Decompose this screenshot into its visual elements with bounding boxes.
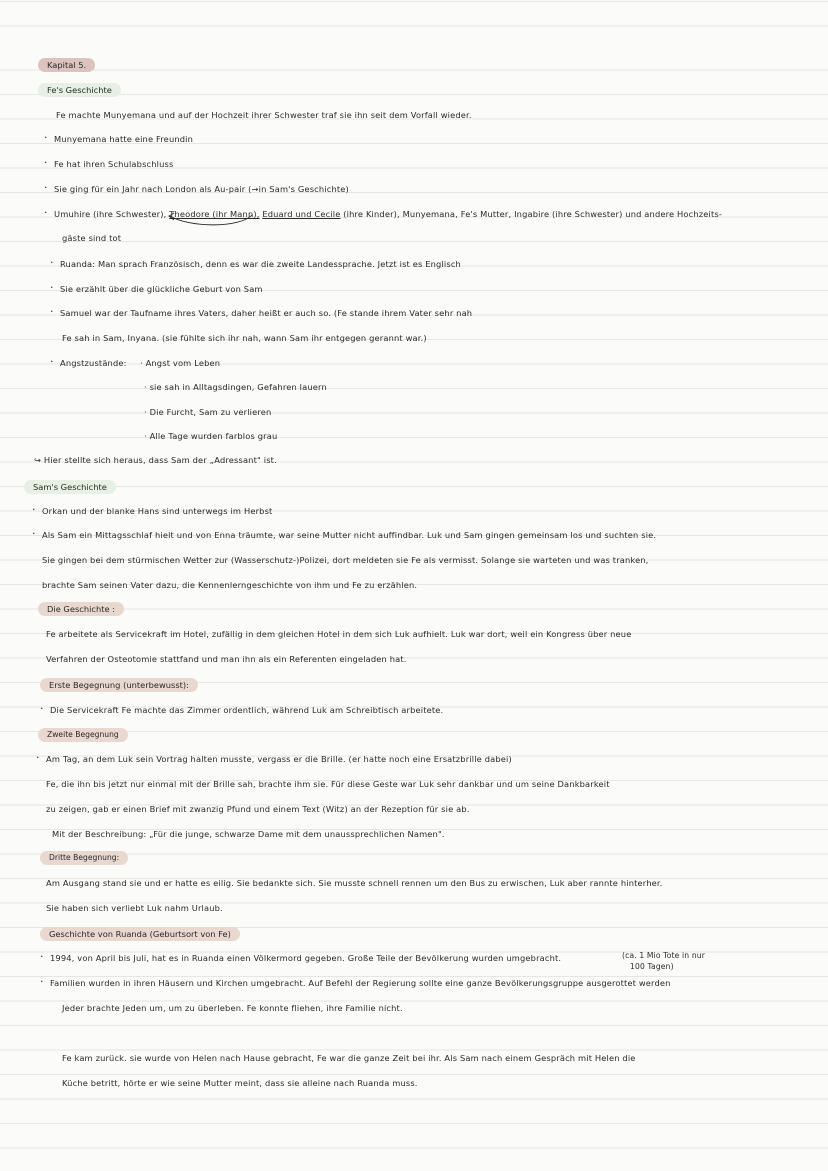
story-paragraph-2: Verfahren der Osteotomie stattfand und man ihn als ein Referenten eingeladen hat.	[46, 654, 407, 664]
sam-paragraph-3: brachte Sam seinen Vater dazu, die Kennenlerngeschichte von ihm und Fe zu erzählen.	[42, 580, 418, 590]
fe-bullet-5: · Ruanda: Man sprach Französisch, denn es war die zweite Landessprache. Jetzt ist es Englisch	[60, 258, 461, 270]
fe-bullet-6: · Sie erzählt über die glückliche Geburt von Sam	[60, 283, 263, 295]
first-meeting-text: · Die Servicekraft Fe machte das Zimmer ordentlich, während Luk am Schreibtisch arbeitete.	[50, 704, 443, 716]
fe-bullet-7-cont: Fe sah in Sam, Inyana. (sie fühlte sich ihr nah, wann Sam ihr entgegen gerannt war.)	[62, 333, 427, 343]
rwanda-bullet-2: · Familien wurden in ihren Häusern und Kirchen umgebracht. Auf Befehl der Regierung sollte eine ganze Bevölkerungsgruppe ausgerottet werden	[50, 977, 671, 989]
fe-story-heading: Fe's Geschichte	[38, 83, 121, 97]
sam-story-heading: Sam's Geschichte	[24, 480, 116, 494]
ending-paragraph-2: Küche betritt, hörte er wie seine Mutter meint, dass sie alleine nach Ruanda muss.	[62, 1078, 418, 1088]
anxiety-item-2: · sie sah in Alltagsdingen, Gefahren lauern	[144, 382, 327, 392]
sam-paragraph-1: · Als Sam ein Mittagsschlaf hielt und von Enna träumte, war seine Mutter nicht auffindbar. Luk und Sam gingen gemeinsam los und suchten sie.	[42, 529, 656, 541]
story-paragraph-1: Fe arbeitete als Servicekraft im Hotel, zufällig in dem gleichen Hotel in dem sich Luk aufhielt. Luk war dort, weil ein Kongress über neue	[46, 629, 632, 639]
second-meeting-description: Mit der Beschreibung: „Für die junge, schwarze Dame mit dem unaussprechlichen Namen".	[52, 829, 445, 839]
fe-intro: Fe machte Munyemana und auf der Hochzeit ihrer Schwester traf sie ihn seit dem Vorfall wieder.	[56, 110, 472, 120]
anxiety-item-4: · Alle Tage wurden farblos grau	[144, 431, 278, 441]
first-meeting-heading: Erste Begegnung (unterbewusst):	[40, 678, 198, 692]
anxiety-item-3: · Die Furcht, Sam zu verlieren	[144, 407, 272, 417]
rwanda-note-line-1: (ca. 1 Mio Tote in nur	[622, 951, 706, 960]
ending-paragraph-1: Fe kam zurück. sie wurde von Helen nach Hause gebracht, Fe war die ganze Zeit bei ihr. Als Sam nach einem Gespräch mit Helen die	[62, 1053, 636, 1063]
fe-bullet-7: · Samuel war der Taufname ihres Vaters, daher heißt er auch so. (Fe stande ihrem Vater sehr nah	[60, 307, 472, 319]
third-meeting-paragraph-2: Sie haben sich verliebt Luk nahm Urlaub.	[46, 903, 223, 913]
rwanda-note-line-2: 100 Tagen)	[630, 962, 674, 971]
fe-bullet-4-cont: gäste sind tot	[62, 233, 122, 243]
third-meeting-heading: Dritte Begegnung:	[40, 851, 128, 865]
conclusion-text: Hier stellte sich heraus, dass Sam der „Adressant" ist.	[43, 455, 277, 465]
relation-arrow-icon	[0, 0, 828, 260]
second-meeting-paragraph-2: zu zeigen, gab er einen Brief mit zwanzig Pfund und einem Text (Witz) an der Rezeption für sie ab.	[46, 804, 470, 814]
theodore-text: Theodore (ihr Mann),	[169, 209, 260, 219]
rwanda-bullet-2-cont: Jeder brachte Jeden um, um zu überleben. Fe konnte fliehen, ihre Familie nicht.	[62, 1003, 403, 1013]
fe-bullet-1: · Munyemana hatte eine Freundin	[54, 133, 193, 145]
sam-paragraph-2: Sie gingen bei dem stürmischen Wetter zur (Wasserschutz-)Polizei, dort meldeten sie Fe als vermisst. Solange sie warteten und was tranken,	[42, 555, 649, 565]
fe-bullet-8: · Angstzustände:	[60, 357, 127, 369]
umuhire-text: Umuhire (ihre Schwester),	[54, 209, 167, 219]
rwanda-bullet-1: · 1994, von April bis Juli, hat es in Ruanda einen Völkermord gegeben. Große Teile der Bevölkerung wurden umgebracht.	[50, 952, 561, 964]
fe-bullet-3: · Sie ging für ein Jahr nach London als Au-pair (→in Sam's Geschichte)	[54, 183, 349, 195]
arrow-icon: ↪	[34, 455, 42, 465]
anxiety-item-1: · Angst vom Leben	[140, 358, 221, 368]
sam-bullet-1: · Orkan und der blanke Hans sind unterwegs im Herbst	[42, 505, 272, 517]
fe-bullet-2: · Fe hat ihren Schulabschluss	[54, 158, 174, 170]
chapter-label: Kapital 5.	[38, 58, 95, 72]
rwanda-history-heading: Geschichte von Ruanda (Geburtsort von Fe)	[40, 927, 240, 941]
children-names: Eduard und Cecile	[262, 209, 341, 219]
fe-bullet-4-rest: (ihre Kinder), Munyemana, Fe's Mutter, Ingabire (ihre Schwester) und andere Hochzeits-	[343, 209, 723, 219]
second-meeting-paragraph-1: Fe, die ihn bis jetzt nur einmal mit der Brille sah, brachte ihm sie. Für diese Geste war Luk sehr dankbar und um seine Dankbarkeit	[46, 779, 610, 789]
second-meeting-bullet: · Am Tag, an dem Luk sein Vortrag halten musste, vergass er die Brille. (er hatte noch eine Ersatzbrille dabei)	[46, 753, 512, 765]
conclusion-line	[34, 454, 277, 466]
second-meeting-heading: Zweite Begegnung	[38, 728, 128, 742]
story-heading: Die Geschichte :	[38, 602, 124, 616]
third-meeting-paragraph-1: Am Ausgang stand sie und er hatte es eilig. Sie bedankte sich. Sie musste schnell rennen um den Bus zu erwischen, Luk aber rannte hinterher.	[46, 878, 663, 888]
